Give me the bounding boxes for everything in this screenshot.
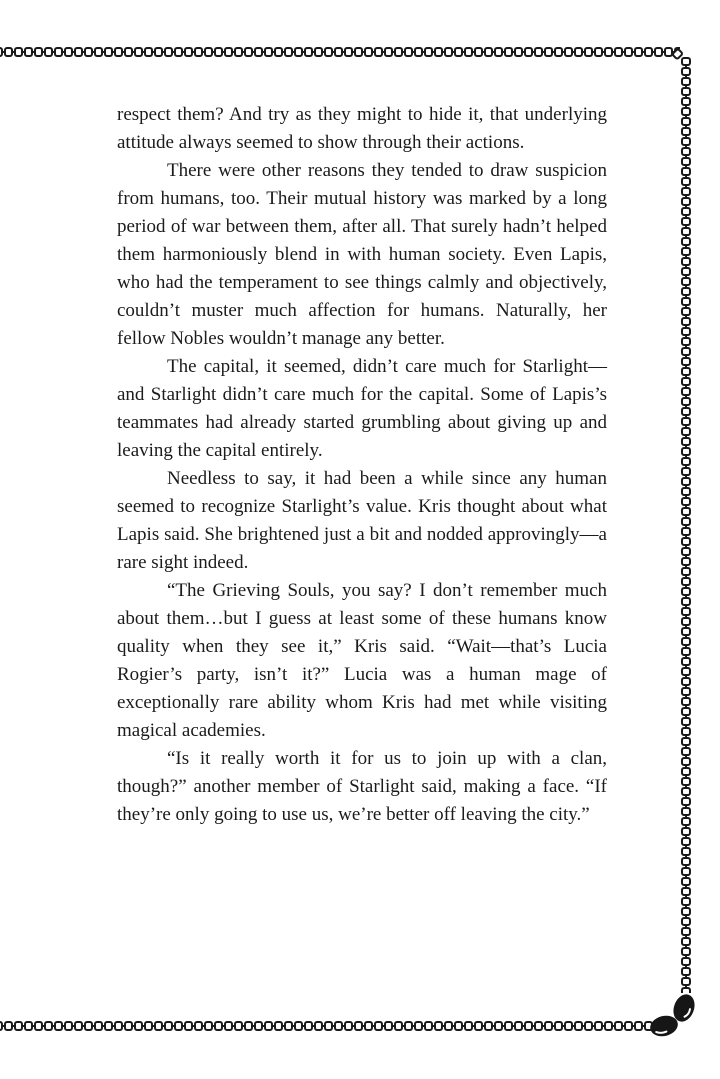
chain-link-icon xyxy=(594,1021,603,1031)
chain-link-icon xyxy=(514,1021,523,1031)
chain-link-icon xyxy=(544,47,553,57)
chain-link-icon xyxy=(681,677,691,686)
chain-link-icon xyxy=(681,627,691,636)
chain-link-icon xyxy=(374,47,383,57)
chain-link-icon xyxy=(474,47,483,57)
chain-link-icon xyxy=(681,907,691,916)
chain-link-icon xyxy=(414,1021,423,1031)
chain-link-icon xyxy=(681,317,691,326)
paragraph: respect them? And try as they might to hide it, that underlying attitude always seemed to show through their actions. xyxy=(117,104,607,153)
chain-link-icon xyxy=(681,667,691,676)
chain-link-icon xyxy=(364,1021,373,1031)
chain-link-icon xyxy=(681,197,691,206)
chain-link-icon xyxy=(514,47,523,57)
chain-link-icon xyxy=(284,47,293,57)
chain-link-icon xyxy=(681,177,691,186)
chain-link-icon xyxy=(681,397,691,406)
chain-link-icon xyxy=(394,47,403,57)
chain-link-icon xyxy=(564,47,573,57)
chain-link-icon xyxy=(364,47,373,57)
chain-link-icon xyxy=(14,47,23,57)
chain-link-icon xyxy=(194,47,203,57)
chain-link-icon xyxy=(681,617,691,626)
chain-link-icon xyxy=(681,867,691,876)
chain-link-icon xyxy=(681,267,691,276)
chain-link-icon xyxy=(681,537,691,546)
chain-link-icon xyxy=(681,897,691,906)
chain-link-icon xyxy=(681,187,691,196)
chain-link-icon xyxy=(44,1021,53,1031)
chain-link-icon xyxy=(164,1021,173,1031)
chain-link-icon xyxy=(74,47,83,57)
chain-link-icon xyxy=(681,697,691,706)
chain-link-icon xyxy=(681,107,691,116)
chain-link-icon xyxy=(681,367,691,376)
chain-link-icon xyxy=(314,1021,323,1031)
chain-link-icon xyxy=(224,1021,233,1031)
chain-link-icon xyxy=(94,1021,103,1031)
chain-link-icon xyxy=(681,237,691,246)
chain-link-icon xyxy=(34,47,43,57)
chain-link-icon xyxy=(424,1021,433,1031)
chain-border-bottom-icon xyxy=(0,1020,652,1032)
chain-link-icon xyxy=(614,1021,623,1031)
chain-link-icon xyxy=(681,947,691,956)
chain-link-icon xyxy=(324,1021,333,1031)
chain-link-icon xyxy=(604,1021,613,1031)
chain-link-icon xyxy=(264,1021,273,1031)
chain-link-icon xyxy=(574,47,583,57)
chain-link-icon xyxy=(594,47,603,57)
chain-link-icon xyxy=(444,1021,453,1031)
chain-link-icon xyxy=(334,1021,343,1031)
chain-link-icon xyxy=(681,737,691,746)
chain-link-icon xyxy=(681,277,691,286)
chain-link-icon xyxy=(174,1021,183,1031)
chain-link-icon xyxy=(144,47,153,57)
chain-link-icon xyxy=(64,1021,73,1031)
chain-link-icon xyxy=(544,1021,553,1031)
paragraph: “The Grieving Souls, you say? I don’t remember much about them…but I guess at least some of these humans know quality when they see it,” Kris said. “Wait—that’s Lucia Rogier’s party, isn’t it?” Lucia was a human mage of exceptionally rare ability whom Kris had met while visiting magical academies. xyxy=(117,580,607,741)
chain-link-icon xyxy=(681,157,691,166)
chain-link-icon xyxy=(574,1021,583,1031)
chain-link-icon xyxy=(644,1021,652,1031)
chain-link-icon xyxy=(284,1021,293,1031)
chain-link-icon xyxy=(64,47,73,57)
chain-link-icon xyxy=(24,47,33,57)
chain-link-icon xyxy=(681,457,691,466)
chain-link-icon xyxy=(124,47,133,57)
chain-link-icon xyxy=(554,47,563,57)
chain-link-icon xyxy=(681,587,691,596)
chain-link-icon xyxy=(434,47,443,57)
paragraph: Needless to say, it had been a while since any human seemed to recognize Starlight’s value. Kris thought about what Lapis said. She brightened just a bit and nodded approvingly—a rare sight indeed. xyxy=(117,468,607,573)
chain-link-icon xyxy=(524,47,533,57)
chain-link-icon xyxy=(681,297,691,306)
chain-link-icon xyxy=(634,1021,643,1031)
chain-link-icon xyxy=(681,577,691,586)
chain-link-icon xyxy=(384,47,393,57)
chain-link-icon xyxy=(494,47,503,57)
chain-link-icon xyxy=(274,47,283,57)
chain-link-icon xyxy=(681,307,691,316)
chain-link-icon xyxy=(681,117,691,126)
chain-link-icon xyxy=(524,1021,533,1031)
paragraph: The capital, it seemed, didn’t care much for Starlight—and Starlight didn’t care much for the capital. Some of Lapis’s teammates had already started grumbling about giving up and leaving the capital entirely. xyxy=(117,356,607,461)
chain-link-icon xyxy=(24,1021,33,1031)
chain-link-icon xyxy=(74,1021,83,1031)
chain-link-icon xyxy=(194,1021,203,1031)
chain-link-icon xyxy=(414,47,423,57)
chain-link-icon xyxy=(404,1021,413,1031)
chain-link-icon xyxy=(14,1021,23,1031)
chain-link-icon xyxy=(681,787,691,796)
chain-link-icon xyxy=(681,127,691,136)
chain-link-icon xyxy=(394,1021,403,1031)
chain-link-icon xyxy=(84,1021,93,1031)
chain-link-icon xyxy=(634,47,643,57)
chain-link-icon xyxy=(214,1021,223,1031)
chain-link-icon xyxy=(114,47,123,57)
chain-link-icon xyxy=(681,717,691,726)
chain-link-icon xyxy=(681,777,691,786)
chain-link-icon xyxy=(681,517,691,526)
chain-link-icon xyxy=(654,47,663,57)
chain-link-icon xyxy=(681,387,691,396)
chain-link-icon xyxy=(681,707,691,716)
chain-link-icon xyxy=(484,47,493,57)
chain-link-icon xyxy=(681,657,691,666)
chain-link-icon xyxy=(681,747,691,756)
chain-link-icon xyxy=(681,217,691,226)
chain-link-icon xyxy=(681,507,691,516)
chain-link-icon xyxy=(681,417,691,426)
chain-link-icon xyxy=(114,1021,123,1031)
chain-link-icon xyxy=(304,1021,313,1031)
chain-link-icon xyxy=(681,207,691,216)
chain-link-icon xyxy=(264,47,273,57)
chain-link-icon xyxy=(681,767,691,776)
chain-link-icon xyxy=(681,757,691,766)
chain-link-icon xyxy=(54,47,63,57)
chain-link-icon xyxy=(144,1021,153,1031)
chain-link-icon xyxy=(84,47,93,57)
chain-link-icon xyxy=(681,347,691,356)
chain-link-icon xyxy=(484,1021,493,1031)
chain-border-top-icon xyxy=(0,46,680,58)
chain-link-icon xyxy=(124,1021,133,1031)
chain-link-icon xyxy=(154,1021,163,1031)
chain-link-icon xyxy=(681,647,691,656)
chain-link-icon xyxy=(681,817,691,826)
chain-link-icon xyxy=(294,1021,303,1031)
chain-link-icon xyxy=(54,1021,63,1031)
chain-link-icon xyxy=(504,1021,513,1031)
chain-link-icon xyxy=(681,827,691,836)
chain-link-icon xyxy=(681,967,691,976)
chain-link-icon xyxy=(681,57,691,66)
chain-link-icon xyxy=(404,47,413,57)
chain-link-icon xyxy=(4,47,13,57)
chain-link-icon xyxy=(494,1021,503,1031)
chain-end-bead-bottom-icon xyxy=(648,1013,680,1039)
chain-link-icon xyxy=(164,47,173,57)
chain-link-icon xyxy=(0,47,3,57)
chain-link-icon xyxy=(681,807,691,816)
chain-link-icon xyxy=(681,77,691,86)
chain-link-icon xyxy=(681,977,691,986)
chain-link-icon xyxy=(681,547,691,556)
chain-link-icon xyxy=(681,957,691,966)
chain-link-icon xyxy=(584,47,593,57)
chain-link-icon xyxy=(104,47,113,57)
chain-link-icon xyxy=(214,47,223,57)
chain-link-icon xyxy=(184,1021,193,1031)
chain-link-icon xyxy=(681,727,691,736)
chain-link-icon xyxy=(681,637,691,646)
chain-link-icon xyxy=(681,247,691,256)
chain-link-icon xyxy=(681,147,691,156)
chain-link-icon xyxy=(681,467,691,476)
chain-link-icon xyxy=(184,47,193,57)
paragraph: There were other reasons they tended to draw suspicion from humans, too. Their mutual history was marked by a long period of war between them, after all. That surely hadn’t helped them harmoniously blend in with human society. Even Lapis, who had the temperament to see things calmly and objectively, couldn’t muster much affection for humans. Naturally, her fellow Nobles wouldn’t manage any better. xyxy=(117,160,607,349)
chain-link-icon xyxy=(681,97,691,106)
chain-link-icon xyxy=(34,1021,43,1031)
chain-link-icon xyxy=(134,1021,143,1031)
chain-link-icon xyxy=(454,1021,463,1031)
chain-link-icon xyxy=(204,1021,213,1031)
chain-link-icon xyxy=(681,167,691,176)
chain-link-icon xyxy=(681,837,691,846)
chain-link-icon xyxy=(624,1021,633,1031)
chain-link-icon xyxy=(464,1021,473,1031)
chain-link-icon xyxy=(681,527,691,536)
chain-link-icon xyxy=(4,1021,13,1031)
chain-link-icon xyxy=(681,497,691,506)
page-text xyxy=(117,101,607,829)
chain-link-icon xyxy=(624,47,633,57)
chain-link-icon xyxy=(681,437,691,446)
chain-link-icon xyxy=(374,1021,383,1031)
chain-link-icon xyxy=(434,1021,443,1031)
chain-link-icon xyxy=(334,47,343,57)
chain-link-icon xyxy=(614,47,623,57)
chain-link-icon xyxy=(534,47,543,57)
chain-border-right-icon xyxy=(680,57,692,993)
chain-link-icon xyxy=(444,47,453,57)
chain-link-icon xyxy=(681,917,691,926)
chain-link-icon xyxy=(681,327,691,336)
chain-link-icon xyxy=(134,47,143,57)
chain-link-icon xyxy=(274,1021,283,1031)
chain-link-icon xyxy=(681,847,691,856)
chain-link-icon xyxy=(681,447,691,456)
chain-link-icon xyxy=(681,477,691,486)
chain-link-icon xyxy=(424,47,433,57)
chain-link-icon xyxy=(681,137,691,146)
chain-link-icon xyxy=(204,47,213,57)
chain-link-icon xyxy=(234,1021,243,1031)
chain-link-icon xyxy=(0,1021,3,1031)
chain-link-icon xyxy=(681,487,691,496)
chain-link-icon xyxy=(464,47,473,57)
chain-link-icon xyxy=(644,47,653,57)
chain-link-icon xyxy=(564,1021,573,1031)
chain-link-icon xyxy=(154,47,163,57)
chain-link-icon xyxy=(324,47,333,57)
chain-link-icon xyxy=(681,597,691,606)
chain-end-bead-right-icon xyxy=(670,991,698,1024)
chain-link-icon xyxy=(681,337,691,346)
chain-link-icon xyxy=(681,87,691,96)
chain-link-icon xyxy=(174,47,183,57)
chain-link-icon xyxy=(354,47,363,57)
chain-link-icon xyxy=(304,47,313,57)
chain-link-icon xyxy=(344,1021,353,1031)
chain-link-icon xyxy=(681,567,691,576)
paragraph: “Is it really worth it for us to join up with a clan, though?” another member of Starlight said, making a face. “If they’re only going to use us, we’re better off leaving the city.” xyxy=(117,748,607,825)
chain-link-icon xyxy=(681,557,691,566)
chain-link-icon xyxy=(314,47,323,57)
chain-link-icon xyxy=(254,1021,263,1031)
chain-link-icon xyxy=(244,1021,253,1031)
chain-link-icon xyxy=(681,887,691,896)
chain-link-icon xyxy=(44,47,53,57)
chain-link-icon xyxy=(681,67,691,76)
chain-link-icon xyxy=(681,407,691,416)
chain-link-icon xyxy=(344,47,353,57)
chain-link-icon xyxy=(681,797,691,806)
chain-link-icon xyxy=(224,47,233,57)
chain-link-icon xyxy=(681,377,691,386)
chain-link-icon xyxy=(681,357,691,366)
chain-link-icon xyxy=(584,1021,593,1031)
chain-link-icon xyxy=(681,987,691,993)
chain-link-icon xyxy=(474,1021,483,1031)
chain-link-icon xyxy=(244,47,253,57)
chain-link-icon xyxy=(354,1021,363,1031)
chain-link-icon xyxy=(681,927,691,936)
chain-link-icon xyxy=(681,427,691,436)
chain-link-icon xyxy=(681,607,691,616)
chain-link-icon xyxy=(681,687,691,696)
chain-link-icon xyxy=(294,47,303,57)
chain-link-icon xyxy=(681,857,691,866)
chain-link-icon xyxy=(681,257,691,266)
chain-link-icon xyxy=(534,1021,543,1031)
chain-link-icon xyxy=(554,1021,563,1031)
chain-link-icon xyxy=(234,47,243,57)
chain-link-icon xyxy=(681,937,691,946)
chain-link-icon xyxy=(604,47,613,57)
chain-link-icon xyxy=(384,1021,393,1031)
chain-link-icon xyxy=(104,1021,113,1031)
chain-link-icon xyxy=(681,877,691,886)
chain-link-icon xyxy=(681,227,691,236)
chain-link-icon xyxy=(254,47,263,57)
chain-link-icon xyxy=(94,47,103,57)
chain-link-icon xyxy=(681,287,691,296)
chain-link-icon xyxy=(454,47,463,57)
chain-link-icon xyxy=(504,47,513,57)
